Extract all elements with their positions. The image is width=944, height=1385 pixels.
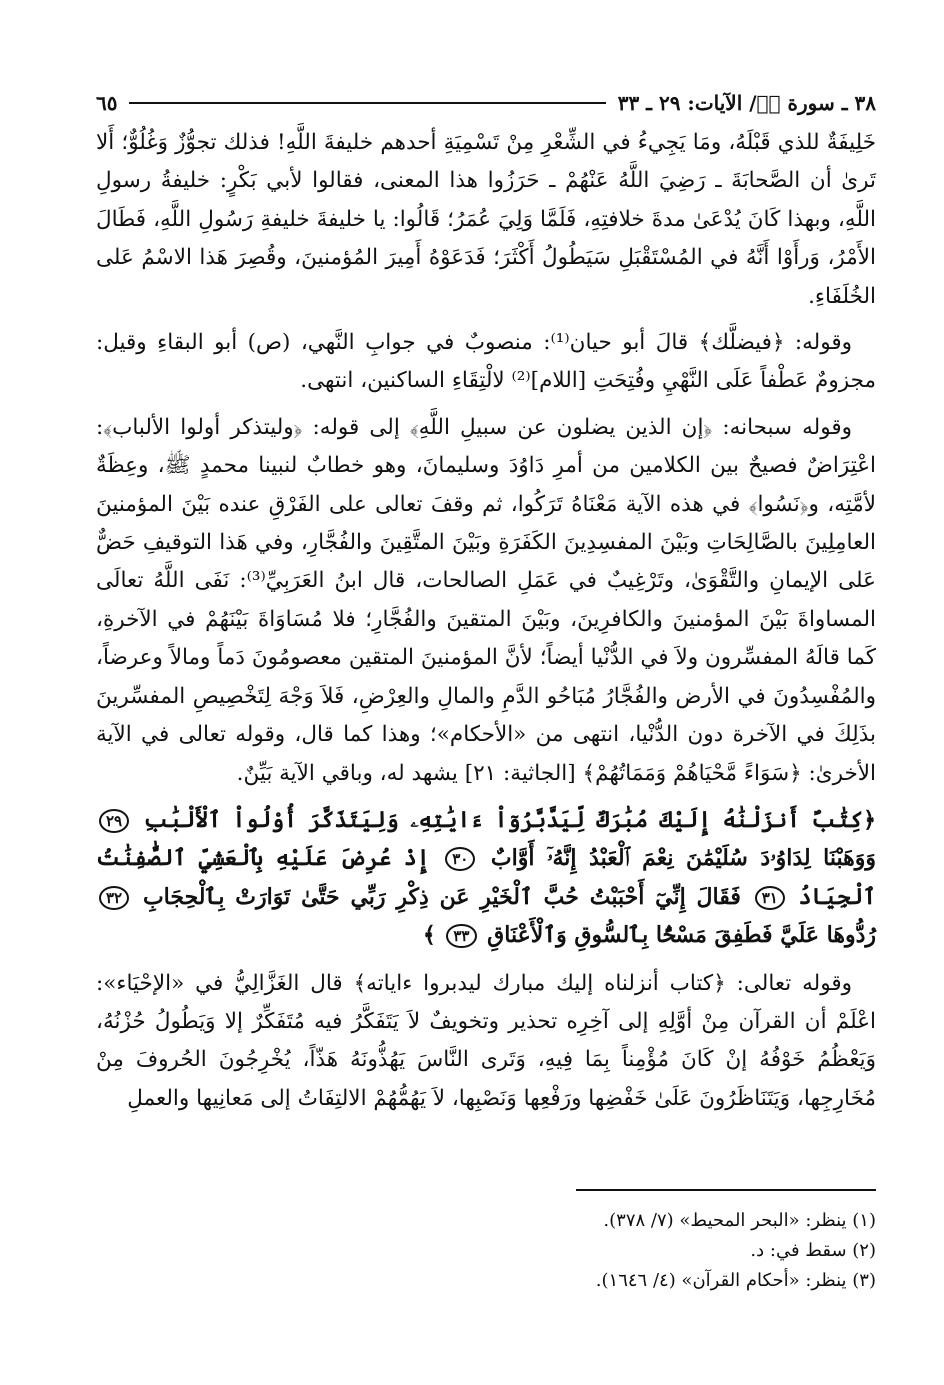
verse-close-bracket: ﴾ (422, 922, 436, 949)
header-rule (129, 102, 605, 104)
footnotes (96, 1206, 876, 1296)
ayah-number-marker: ٣٢ (99, 886, 129, 910)
page-header (96, 86, 876, 120)
footnote-separator (576, 1189, 876, 1191)
book-page (96, 86, 876, 1326)
paragraph-2: وقوله: ﴿فيضلَّك﴾ قالَ أبو حيان⁽¹⁾: منصوبٌ في جوابِ النَّهي، (ص) أبو البقاءِ وقيل: مجزومٌ عَطْفاً عَلَى النَّهْيِ وفُتِحَتِ [اللام]⁽²⁾ لالْتِقَاءِ الساكنين، انتهى. (96, 330, 876, 394)
verse-text: رُدُّوهَا عَلَيَّ فَطَفِقَ مَسْحًۢا بِٱلسُّوقِ وَٱلْأَعْنَاقِ (487, 922, 876, 949)
verse-text: وَوَهَبْنَا لِدَاوُۥدَ سُلَيْمَٰنَ نِعْمَ ٱلْعَبْدُ إِنَّهُۥٓ أَوَّابٌ (490, 845, 876, 872)
running-title: ٣٨ ـ سورة صۤ/ الآيات: ٢٩ ـ ٣٣ (617, 91, 876, 115)
paragraph-3: وقوله سبحانه: ﴿إن الذين يضلون عن سبيلِ اللَّهِ﴾ إلى قوله: ﴿وليتذكر أولوا الألباب﴾: اعْتِرَاضٌ فصيحٌ بين الكلامين من أمرِ دَاوُدَ وسليمانَ، وهو خطابٌ لنبينا محمدٍ ﷺ، وعِظَةٌ لأمَّتِه، و﴿نَسُوا﴾ في هذه الآية مَعْنَاهُ تَرَكُوا، ثم وقفَ تعالى على الفَرْقِ عنده بَيْنَ المؤمنينَ العامِلِينَ بالصَّالِحَاتِ وبَيْنَ المفسِدِينَ الكَفَرَةِ وبَيْنَ المتَّقِينَ والفُجَّارِ، وفي هَذا التوقيفِ حَضٌّ عَلى الإيمانِ والتَّقْوَىٰ، وتَرْغِيبٌ في عَمَلِ الصالحات، قال ابنُ العَرَبِيِّ⁽³⁾: نَفَى اللَّهُ تعالَى المساواةَ بَيْنَ المؤمنينَ والكافرِينَ، وبَيْنَ المتقينَ والفُجَّارِ؛ فلا مُسَاوَاةَ بَيْنَهُمْ في الآخرةِ، كَما قالَهُ المفسِّرون ولاَ في الدُّنْيا أيضاً؛ لأنَّ المؤمنينَ المتقين معصومُونَ دَماً ومالاً وعرضاً، والمُفْسِدُونَ في الأرض والفُجَّارُ مُبَاحُو الدَّمِ والمالِ والعِرْضِ، فَلاَ وَجْهَ لِتَخْصِيصِ المفسِّرينَ بذَلِكَ في الآخرة دون الدُّنْيا، انتهى من «الأحكام»؛ وهذا كما قال، وقوله تعالى في الآية الأخرىٰ: ﴿سَوَاءً مَّحْيَاهُمْ وَمَمَاتُهُمْ﴾ [الجاثية: ٢١] يشهد له، وباقي الآية بَيِّنٌ. (96, 414, 877, 786)
ayah-number-marker: ٣٣ (446, 924, 476, 948)
quran-verses (96, 801, 876, 955)
verse-text: فَقَالَ إِنِّيٓ أَحْبَبْتُ حُبَّ ٱلْخَيْرِ عَن ذِكْرِ رَبِّي حَتَّىٰ تَوَارَتْ بِٱلْحِجَابِ (142, 883, 741, 910)
ayah-number-marker: ٣٠ (445, 847, 475, 871)
page-number: ٦٥ (96, 91, 118, 115)
verse-text: ﴿كِتَٰبٌ أَنزَلْنَٰهُ إِلَيْكَ مُبَٰرَكٌ لِّيَدَّبَّرُوٓاْ ءَايَٰتِهِۦ وَلِيَتَذَكَّرَ أُوْلُواْ ٱلْأَلْبَٰبِ (143, 806, 876, 833)
ayah-number-marker: ٢٩ (99, 809, 129, 833)
footnote-3: (٣) ينظر: «أحكام القرآن» (٤/ ١٦٤٦). (595, 1270, 876, 1291)
footnote-1: (١) ينظر: «البحر المحيط» (٧/ ٣٧٨). (603, 1210, 876, 1231)
ayah-number-marker: ٣١ (755, 886, 785, 910)
verse-text: إِذْ عُرِضَ عَلَيْهِ بِٱلْعَشِيِّ ٱلصَّٰفِنَٰتُ ٱلْجِيَادُ (96, 845, 876, 910)
paragraph-4: وقوله تعالى: ﴿كتاب أنزلناه إليك مبارك ليدبروا ءاياته﴾ قال الغَزَّالِيُّ في «الإحْيَاء»: اعْلَمْ أن القرآن مِنْ أوَّلِهِ إلى آخِرِه تحذير وتخويفٌ لاَ يَتَفَكَّرُ فيه مُتَفَكِّرٌ إلا وَيَطُولُ حُزْنُهُ، وَيَعْظُمُ خَوْفُهُ إنْ كَانَ مُؤْمِناً بِمَا فِيهِ، وَتَرى النَّاسَ يَهُذُّونَهُ هَذّاً، يُخْرِجُونَ الحُروفَ مِنْ مُخَارِجِها، وَيَتَنَاظَرُونَ عَلَىٰ خَفْضِها ورَفْعِها وَنَصْبِها، لاَ يَهُمُّهُمْ الالتِفَاتُ إلى مَعانِيها والعملِ (96, 970, 876, 1111)
paragraph-1: خَلِيفَةٌ للذي قَبْلَهُ، ومَا يَجِيءُ في الشِّعْرِ مِنْ تَسْمِيَةِ أحدهم خليفةَ اللَّهِ! فذلك تجوُّزٌ وَغُلُوٌّ؛ أَلا تَرىٰ أن الصَّحابَةَ ـ رَضِيَ اللَّهُ عَنْهُمْ ـ حَرَزُوا هذا المعنى، فقالوا لأبي بَكْرٍ: خليفةُ رسولِ اللَّهِ، وبهذا كَانَ يُدْعَىٰ مدةَ خلافتِهِ، فَلَمَّا وَلِيَ عُمَرُ؛ قَالُوا: يا خليفةَ خليفةِ رَسُولِ اللَّهِ، فَطَالَ الأَمْرُ، وَرأَوْا أَنَّهُ في المُسْتَقْبَلِ سَيَطُولُ أَكْثَرَ؛ فَدَعَوْهُ أَمِيرَ المُؤمنينَ، وقُصِرَ هَذا الاسْمُ عَلى الخُلَفَاءِ. (96, 130, 876, 309)
footnote-2: (٢) سقط في: د. (750, 1240, 876, 1261)
